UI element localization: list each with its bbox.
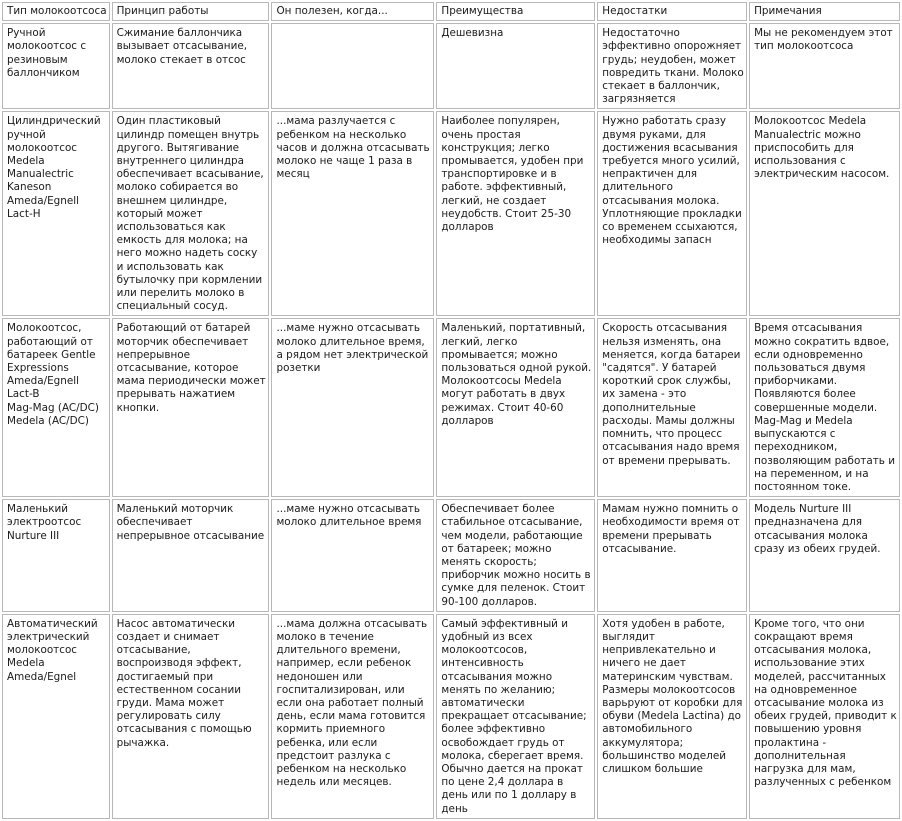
- cell-useful: [271, 614, 434, 819]
- table-row: [2, 23, 900, 109]
- cell-pros: [436, 23, 595, 109]
- table-row: [2, 614, 900, 819]
- cell-text: Автоматический электрический молокоотсос Medela Ameda/Egnel: [7, 617, 98, 683]
- header-notes: Примечания: [749, 2, 900, 21]
- cell-notes: [749, 111, 900, 316]
- header-pros: Преимущества: [436, 2, 595, 21]
- cell-principle: [112, 499, 270, 612]
- table-row: [2, 318, 900, 497]
- cell-type: [2, 111, 110, 316]
- table-body: [2, 23, 900, 819]
- cell-text: Сжимание баллончика вызывает отсасывание, молоко стекает в отсос: [116, 27, 248, 66]
- cell-text: Самый эффективный и удобный из всех молокоотсосов, интенсивность отсасывания можно менять по желанию; автоматически прекращает отсасывание; более эффективно освобождает грудь от молока, сберегает время. Обычно дается на прокат по цене 2,4 доллара в день или по 1 доллару в день: [441, 617, 587, 815]
- cell-pros: [436, 499, 595, 612]
- cell-cons: [597, 23, 747, 109]
- cell-text: Ameda/Egnell Lact-B: [7, 375, 79, 401]
- cell-cons: [597, 318, 747, 497]
- cell-text: Молокоотсос Medela Manualectric можно приспособить для использования с электрическим насосом.: [754, 115, 890, 181]
- cell-cons: [597, 499, 747, 612]
- cell-text: Нужно работать сразу двумя руками, для достижения всасывания требуется много усилий, непрактичен для длительного отсасывания молока. Уплотняющие прокладки со временем ссыхаются, необходимы запасн: [602, 115, 742, 247]
- cell-text: Ручной молокоотсос с резиновым баллончиком: [7, 27, 87, 79]
- cell-text: Недостаточно эффективно опорожняет грудь; неудобен, может повредить ткани. Молоко стекает в баллончик, загрязняется: [602, 27, 744, 106]
- cell-text: Хотя удобен в работе, выглядит непривлекательно и ничего не дает материнским чувствам. Размеры молокоотсосов варьруют от коробки для обуви (Medela Lactina) до автомобильного аккумулятора; большинство моделей слишком большие: [602, 617, 743, 775]
- cell-text: Маленький, портативный, легкий, легко промывается; можно пользоваться одной рукой. Молокоотсосы Medela могут работать в двух режимах. Стоит 40-60 долларов: [441, 322, 592, 427]
- cell-text: Время отсасывания можно сократить вдвое, если одновременно пользоваться двумя приборчиками. Появляются более совершенные модели. Mag-Mag и Medela выпускаются с переходником, позволяющим работать и на переменном, и на постоянном токе.: [754, 322, 895, 493]
- cell-text: Кроме того, что они сокращают время отсасывания молока, использование этих моделей, рассчитанных на одновременное отсасывание молока из обеих грудей, приводит к повышению уровня пролактина - дополнительная нагрузка для мам, разлученных с ребенком: [754, 617, 897, 789]
- cell-principle: [112, 23, 270, 109]
- cell-useful: [271, 23, 434, 109]
- cell-text: Цилиндрический ручной молокоотсос Medela Manualectric Kaneson: [7, 115, 101, 194]
- cell-text: ...мама должна отсасывать молоко в течение длительного времени, например, если ребенок недоношен или госпитализирован, или если она работает полный день, если мама готовится кормить приемного ребенка, или если предстоит разлука с ребенком на несколько недель или месяцев.: [276, 617, 428, 789]
- cell-useful: [271, 499, 434, 612]
- cell-cons: [597, 614, 747, 819]
- cell-cons: [597, 111, 747, 316]
- cell-pros: [436, 111, 595, 316]
- cell-text: Mag-Mag (AC/DC): [7, 401, 99, 414]
- cell-text: Работающий от батарей моторчик обеспечивает непрерывное отсасывание, которое мама периодически может прерывать нажатием кнопки.: [116, 322, 266, 414]
- cell-notes: [749, 318, 900, 497]
- cell-text: Насос автоматически создает и снимает отсасывание, воспроизводя эффект, достигаемый при естественном сосании груди. Мама может регулировать силу отсасывания с помощью рычажка.: [116, 617, 252, 749]
- cell-text: Мамам нужно помнить о необходимости время от времени прерывать отсасывание.: [602, 503, 740, 555]
- cell-type: [2, 614, 110, 819]
- cell-text: Маленький электроотсос Nurture III: [7, 503, 82, 542]
- cell-text: Дешевизна: [441, 27, 504, 40]
- cell-notes: [749, 23, 900, 109]
- table-row: [2, 111, 900, 316]
- cell-text: Один пластиковый цилиндр помещен внутрь другого. Вытягивание внутреннего цилиндра обеспечивает всасывание, молоко собирается во внешнем цилиндре, который может использоваться как емкость для молока; на него можно надеть соску и использовать как бутылочку при кормлении или перелить молоко в специальный сосуд.: [116, 115, 264, 313]
- cell-text: Скорость отсасывания нельзя изменять, она меняется, когда батареи "садятся". У батарей короткий срок службы, их замена - это дополнительные расходы. Мамы должны помнить, что процесс отсасывания надо время от времени прерывать.: [602, 322, 741, 467]
- cell-text: Маленький моторчик обеспечивает непрерывное отсасывание: [116, 503, 265, 542]
- cell-text: Молокоотсос, работающий от батареек Gentle Expressions: [7, 322, 96, 375]
- cell-text: ...маме нужно отсасывать молоко длительное время, а рядом нет электрической розетки: [276, 322, 429, 375]
- cell-text: Наиболее популярен, очень простая конструкция; легко промывается, удобен при транспортировке и в работе. эффективный, легкий, не создает неудобств. Стоит 25-30 долларов: [441, 115, 584, 234]
- table-row: [2, 499, 900, 612]
- cell-useful: [271, 318, 434, 497]
- cell-pros: [436, 318, 595, 497]
- cell-type: [2, 23, 110, 109]
- header-principle: Принцип работы: [112, 2, 270, 21]
- cell-text: Мы не рекомендуем этот тип молокоотсоса: [754, 27, 893, 53]
- cell-useful: [271, 111, 434, 316]
- cell-type: [2, 318, 110, 497]
- cell-notes: [749, 499, 900, 612]
- cell-type: [2, 499, 110, 612]
- cell-text: Обеспечивает более стабильное отсасывание, чем модели, работающие от батареек; можно менять скорость; приборчик можно носить в сумке для пеленок. Стоит 90-100 долларов.: [441, 503, 591, 608]
- header-type: Тип молокоотсоса: [2, 2, 110, 21]
- cell-text: Модель Nurture III предназначена для отсасывания молока сразу из обеих грудей.: [754, 503, 881, 555]
- cell-principle: [112, 614, 270, 819]
- cell-notes: [749, 614, 900, 819]
- cell-pros: [436, 614, 595, 819]
- header-cons: Недостатки: [597, 2, 747, 21]
- cell-text: Ameda/Egnell Lact-H: [7, 194, 79, 220]
- header-useful: Он полезен, когда...: [271, 2, 434, 21]
- cell-principle: [112, 111, 270, 316]
- cell-text: ...маме нужно отсасывать молоко длительное время: [276, 503, 422, 529]
- cell-text: ...мама разлучается с ребенком на несколько часов и должна отсасывать молоко не чаще 1 раза в месяц: [276, 115, 430, 181]
- cell-principle: [112, 318, 270, 497]
- cell-text: Medela (AC/DC): [7, 414, 89, 427]
- header-row: [2, 2, 900, 21]
